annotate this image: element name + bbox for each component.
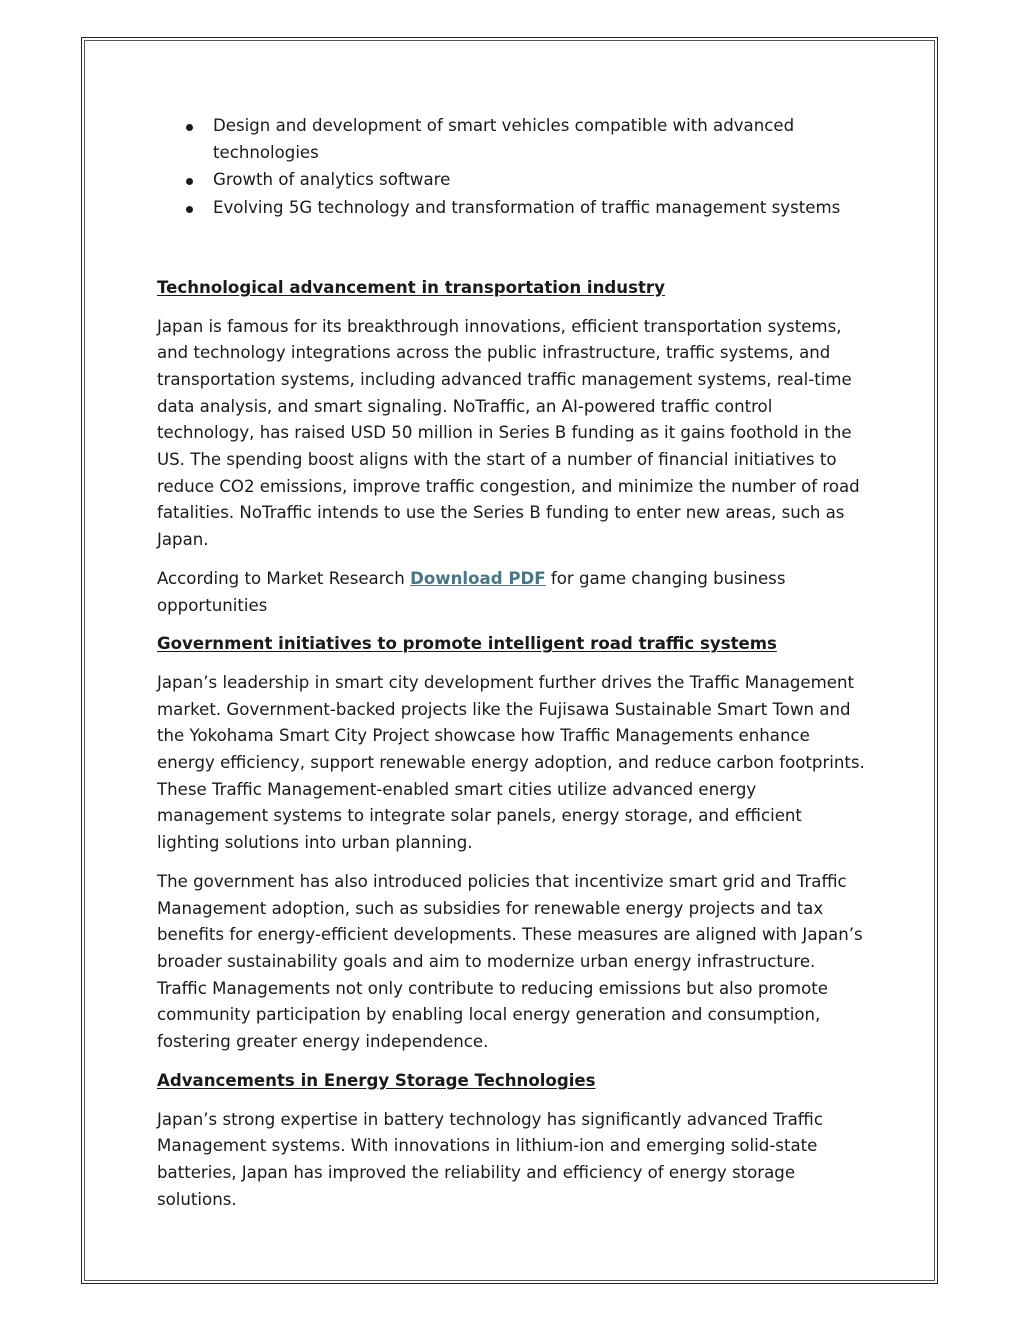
section-heading-storage: Advancements in Energy Storage Technologies xyxy=(157,1070,596,1090)
paragraph-gov-2: The government has also introduced policies that incentivize smart grid and Traffic Management adoption, such as subsidies for renewable energy projects and tax benefits for energy-efficient developments. These measures are aligned with Japan’s broader sustainability goals and aim to modernize urban energy infrastructure. Traffic Managements not only contribute to reducing emissions but also promote community participation by enabling local energy generation and consumption, fostering greater energy independence. xyxy=(157,871,863,1052)
section-heading-gov: Government initiatives to promote intelligent road traffic systems xyxy=(157,634,777,654)
bullet-list xyxy=(157,113,869,222)
research-prefix: According to Market Research xyxy=(157,568,411,588)
list-item xyxy=(157,167,869,194)
document-body xyxy=(157,113,869,1225)
paragraph-research xyxy=(157,566,869,619)
paragraph-storage: Japan’s strong expertise in battery technology has significantly advanced Traffic Management systems. With innovations in lithium-ion and emerging solid-state batteries, Japan has improved the reliability and efficiency of energy storage solutions. xyxy=(157,1109,823,1209)
research-suffix: for game changing business opportunities xyxy=(157,568,786,615)
bullet-icon xyxy=(186,178,193,185)
bullet-icon xyxy=(186,206,193,213)
paragraph-gov-1: Japan’s leadership in smart city development further drives the Traffic Management market. Government-backed projects like the Fujisawa Sustainable Smart Town and the Yokohama Smart City Project showcase how Traffic Managements enhance energy efficiency, support renewable energy adoption, and reduce carbon footprints. These Traffic Management-enabled smart cities utilize advanced energy management systems to integrate solar panels, energy storage, and efficient lighting solutions into urban planning. xyxy=(157,672,865,853)
bullet-text: Evolving 5G technology and transformation of traffic management systems xyxy=(213,198,841,218)
list-item xyxy=(157,195,869,222)
section-heading-tech: Technological advancement in transportation industry xyxy=(157,277,665,297)
list-item xyxy=(157,113,869,166)
bullet-text: Design and development of smart vehicles compatible with advanced technologies xyxy=(213,116,795,162)
bullet-text: Growth of analytics software xyxy=(213,170,451,190)
download-pdf-link[interactable]: Download PDF xyxy=(410,568,546,588)
paragraph-tech: Japan is famous for its breakthrough innovations, efficient transportation systems, and technology integrations across the public infrastructure, traffic systems, and transportation systems, including advanced traffic management systems, real-time data analysis, and smart signaling. NoTraffic, an AI-powered traffic control technology, has raised USD 50 million in Series B funding as it gains foothold in the US. The spending boost aligns with the start of a number of financial initiatives to reduce CO2 emissions, improve traffic congestion, and minimize the number of road fatalities. NoTraffic intends to use the Series B funding to enter new areas, such as Japan. xyxy=(157,316,860,550)
bullet-icon xyxy=(186,124,193,131)
